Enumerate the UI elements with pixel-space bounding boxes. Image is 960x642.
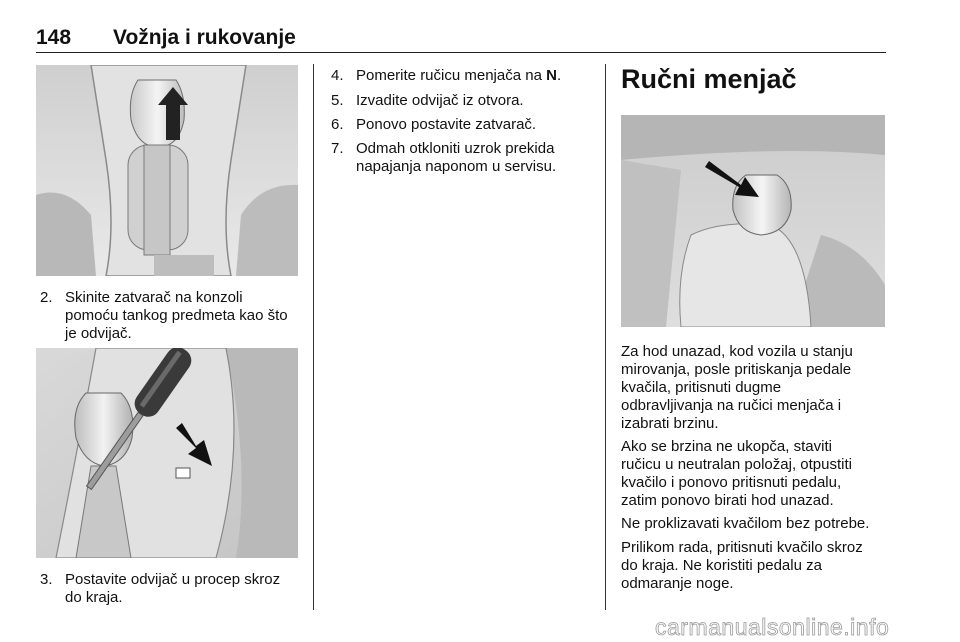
- page-header: [36, 26, 886, 52]
- page-title: Vožnja i rukovanje: [113, 26, 296, 49]
- step-text-part: .: [556, 67, 562, 84]
- paragraph-line: ručicu u neutralan položaj, otpustiti: [621, 456, 852, 473]
- step-number: 7.: [331, 140, 344, 157]
- paragraph-line: odbravljivanja na ručici menjača i: [621, 397, 842, 414]
- step-line: napajanja naponom u servisu.: [356, 158, 557, 175]
- paragraph-clutch-operation: [621, 539, 891, 593]
- step-line: pomoću tankog predmeta kao što: [65, 307, 288, 324]
- step-number: 2.: [40, 289, 53, 306]
- step-number: 3.: [40, 571, 53, 588]
- step-4: [331, 67, 601, 85]
- section-title: Ručni menjač: [621, 64, 797, 94]
- paragraph-line: Prilikom rada, pritisnuti kvačilo skroz: [621, 539, 863, 556]
- step-6: [331, 116, 601, 134]
- console-cover-illustration: [36, 65, 298, 276]
- step-text: Izvadite odvijač iz otvora.: [356, 92, 524, 109]
- step-number: 6.: [331, 116, 344, 133]
- page-number: 148: [36, 26, 72, 49]
- step-text: [65, 289, 288, 343]
- gear-position-n: N: [546, 67, 557, 84]
- paragraph-clutch-slip: [621, 515, 891, 533]
- manual-gearshift-illustration: [621, 115, 885, 327]
- paragraph-line: izabrati brzinu.: [621, 415, 719, 432]
- step-2: [40, 289, 310, 343]
- paragraph-reverse-gear: [621, 343, 891, 433]
- step-number: 5.: [331, 92, 344, 109]
- paragraph-line: Ne proklizavati kvačilom bez potrebe.: [621, 515, 870, 532]
- column-divider-right: [605, 64, 606, 610]
- header-divider: [36, 52, 886, 53]
- step-line: do kraja.: [65, 589, 123, 606]
- screwdriver-illustration: [36, 348, 298, 558]
- step-line: Postavite odvijač u procep skroz: [65, 571, 281, 588]
- watermark: carmanualsonline.info: [655, 614, 890, 640]
- step-text: Ponovo postavite zatvarač.: [356, 116, 537, 133]
- step-number: 4.: [331, 67, 344, 84]
- paragraph-line: zatim ponovo birati hod unazad.: [621, 492, 834, 509]
- step-line: Skinite zatvarač na konzoli: [65, 289, 243, 306]
- paragraph-line: odmaranje noge.: [621, 575, 734, 592]
- paragraph-line: kvačila, pritisnuti dugme: [621, 379, 782, 396]
- step-7: [331, 140, 601, 176]
- paragraph-line: do kraja. Ne koristiti pedalu za: [621, 557, 822, 574]
- step-text-part: Pomerite ručicu menjača na: [356, 67, 547, 84]
- column-divider-left: [313, 64, 314, 610]
- paragraph-gear-not-engaged: [621, 438, 891, 510]
- step-text: [356, 67, 561, 85]
- step-text: [356, 140, 556, 176]
- step-line: je odvijač.: [65, 325, 132, 342]
- step-text: [65, 571, 280, 607]
- paragraph-line: mirovanja, posle pritiskanja pedale: [621, 361, 852, 378]
- step-line: Odmah otkloniti uzrok prekida: [356, 140, 555, 157]
- paragraph-line: kvačilo i ponovo pritisnuti pedalu,: [621, 474, 842, 491]
- step-3: [40, 571, 310, 607]
- paragraph-line: Za hod unazad, kod vozila u stanju: [621, 343, 853, 360]
- paragraph-line: Ako se brzina ne ukopča, staviti: [621, 438, 832, 455]
- step-5: [331, 92, 601, 110]
